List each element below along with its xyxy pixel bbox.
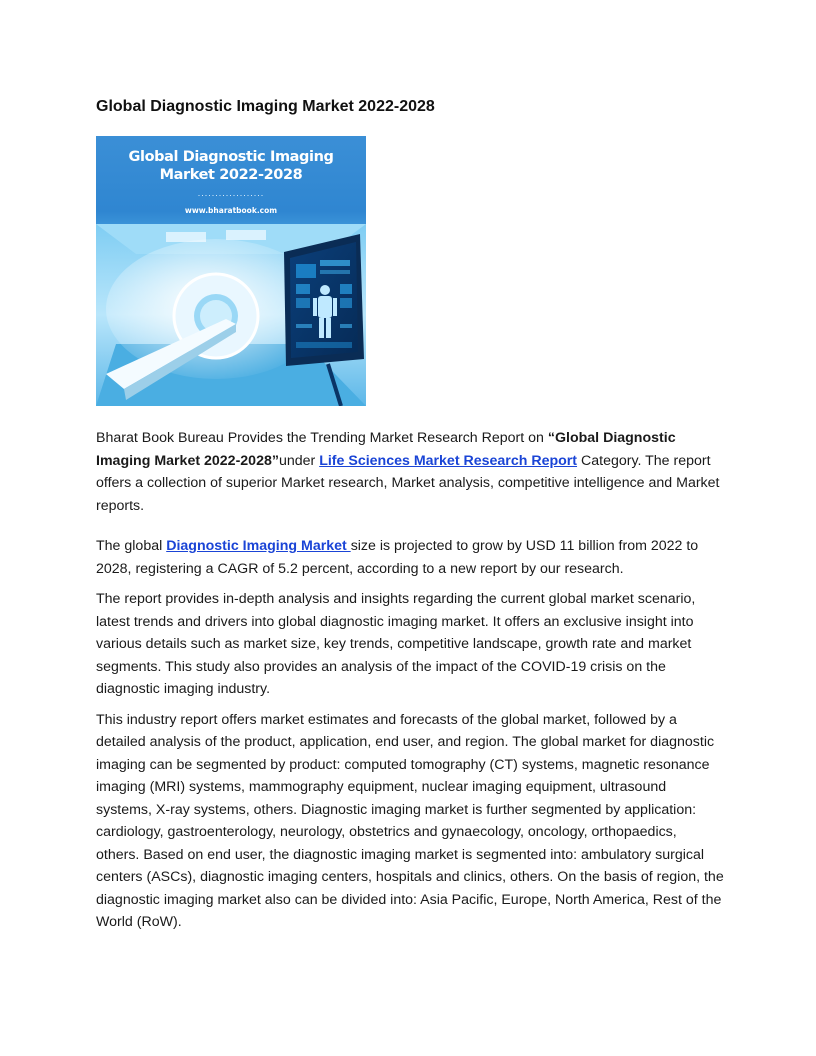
ct-scanner-illustration [96, 224, 366, 406]
life-sciences-category-link[interactable]: Life Sciences Market Research Report [319, 452, 578, 469]
diagnostic-imaging-market-link[interactable]: Diagnostic Imaging Market [166, 538, 351, 554]
intro-paragraph [96, 427, 724, 517]
cover-title-line2: Market 2022-2028 [159, 167, 303, 183]
report-cover-image [96, 136, 366, 406]
market-size-rest: size is projected to grow by USD 11 billion from 2022 to 2028, registering a CAGR of 5.2 percent, according to a new report by our research. [96, 538, 699, 577]
analysis-paragraph: The report provides in-depth analysis and insights regarding the current global market scenario, latest trends and drivers into global diagnostic imaging market. It offers an exclusive insight into various details such as market size, key trends, competitive landscape, growth rate and market segments. This study also provides an analysis of the impact of the COVID-19 crisis on the diagnostic imaging industry. [96, 591, 696, 697]
under-text: under [278, 452, 320, 469]
report-name: “Global Diagnostic Imaging Market 2022-2028” [96, 430, 676, 469]
cover-url: www.bharatbook.com [184, 206, 278, 215]
segmentation-paragraph: This industry report offers market estimates and forecasts of the global market, followed by a detailed analysis of the product, application, end user, and region. The global market for diagnostic imaging can be segmented by product: computed tomography (CT) systems, magnetic resonance imaging (MRI) systems, mammography equipment, nuclear imaging equipment, ultrasound systems, X-ray systems, others. Diagnostic imaging market is further segmented by application: cardiology, gastroenterology, neurology, obstetrics and gynaecology, oncology, orthopaedics, others. Based on end user, the diagnostic imaging market is segmented into: ambulatory surgical centers (ASCs), diagnostic imaging centers, hospitals and clinics, others. On the basis of region, the diagnostic imaging market also can be divided into: Asia Pacific, Europe, North America, Rest of the World (RoW). [96, 711, 724, 930]
cover-title [96, 148, 366, 184]
intro-rest-text: Category. The report offers a collection of superior Market research, Market analysis, competitive intelligence and Market reports. [96, 452, 720, 514]
intro-text: Bharat Book Bureau Provides the Trending Market Research Report on [96, 430, 548, 446]
market-size-prefix: The global [96, 538, 167, 554]
page-title: Global Diagnostic Imaging Market 2022-2028 [96, 98, 435, 115]
cover-title-line1: Global Diagnostic Imaging [128, 149, 334, 165]
market-size-paragraph [96, 535, 724, 580]
cover-dots: ................... [197, 188, 265, 198]
document-page [96, 96, 724, 934]
